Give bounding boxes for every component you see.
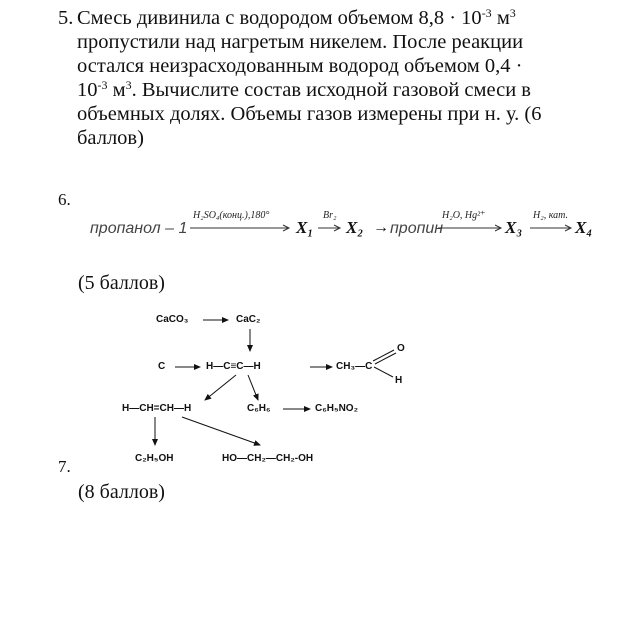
problem-5-text [77, 6, 618, 150]
ethylene-glycol: HO—CH₂—CH₂-OH [222, 453, 314, 464]
x2: X₂ [346, 218, 364, 237]
x4: X₄ [575, 218, 593, 237]
x3: X₃ [505, 218, 523, 237]
scheme-arrows [110, 305, 430, 475]
problem-5-line-2: пропустили над нагретым никелем. После реакции [77, 31, 524, 53]
problem-6-score: (5 баллов) [78, 272, 165, 294]
acetylene: H—C≡C—H [206, 361, 261, 372]
caco3: CaCO₃ [156, 314, 189, 325]
step2-condition: Br₂ [323, 210, 337, 221]
problem-7-score: (8 баллов) [78, 481, 165, 503]
problem-6-number: 6. [58, 190, 71, 209]
arrow-3: → [373, 219, 389, 236]
benzene: C₆H₆ [247, 403, 271, 414]
problem-6-chain [90, 210, 610, 244]
step4-condition: H₂, кат. [533, 210, 568, 221]
problem-7-number: 7. [58, 457, 71, 476]
propyne: пропин [390, 220, 444, 237]
problem-5-line-4: $10^{-3}$ $м^3$. Вычислите состав исходной газовой смеси в [77, 78, 531, 101]
arrow-5 [530, 223, 574, 233]
problem-7-scheme [110, 305, 430, 475]
problem-5-line-1: Смесь дивинила с водородом объемом $8,8 \cdot 10^{-3}$ $м^3$ [77, 6, 516, 29]
problem-5-line-3: остался неизрасходованным водород объемом 0,4 · [77, 55, 523, 77]
problem-5-line-6: баллов) [77, 127, 144, 149]
chain-start: пропанол – 1 [90, 220, 188, 237]
cac2: CaC₂ [236, 314, 261, 325]
arrow-1 [190, 223, 295, 233]
arrow-2 [318, 223, 344, 233]
problem-5-line-5: объемных долях. Объемы газов измерены при н. у. (6 [77, 103, 542, 125]
arrow-4 [438, 223, 504, 233]
aldehyde-hydrogen: H [395, 375, 403, 386]
problem-5-number: 5. [58, 7, 74, 29]
x1: X₁ [296, 218, 314, 237]
step1-condition: H₂SO₄(конц.),180° [193, 210, 270, 221]
ethylene: H—CH=CH—H [122, 403, 192, 414]
aldehyde-oxygen: O [397, 343, 405, 354]
problem-5 [58, 6, 618, 150]
carbon: C [158, 361, 166, 372]
acetaldehyde: CH₃—C [336, 361, 373, 372]
step3-condition: H₂O, Hg²⁺ [442, 210, 486, 221]
nitrobenzene: C₆H₅NO₂ [315, 403, 359, 414]
ethanol: C₂H₅OH [135, 453, 174, 464]
